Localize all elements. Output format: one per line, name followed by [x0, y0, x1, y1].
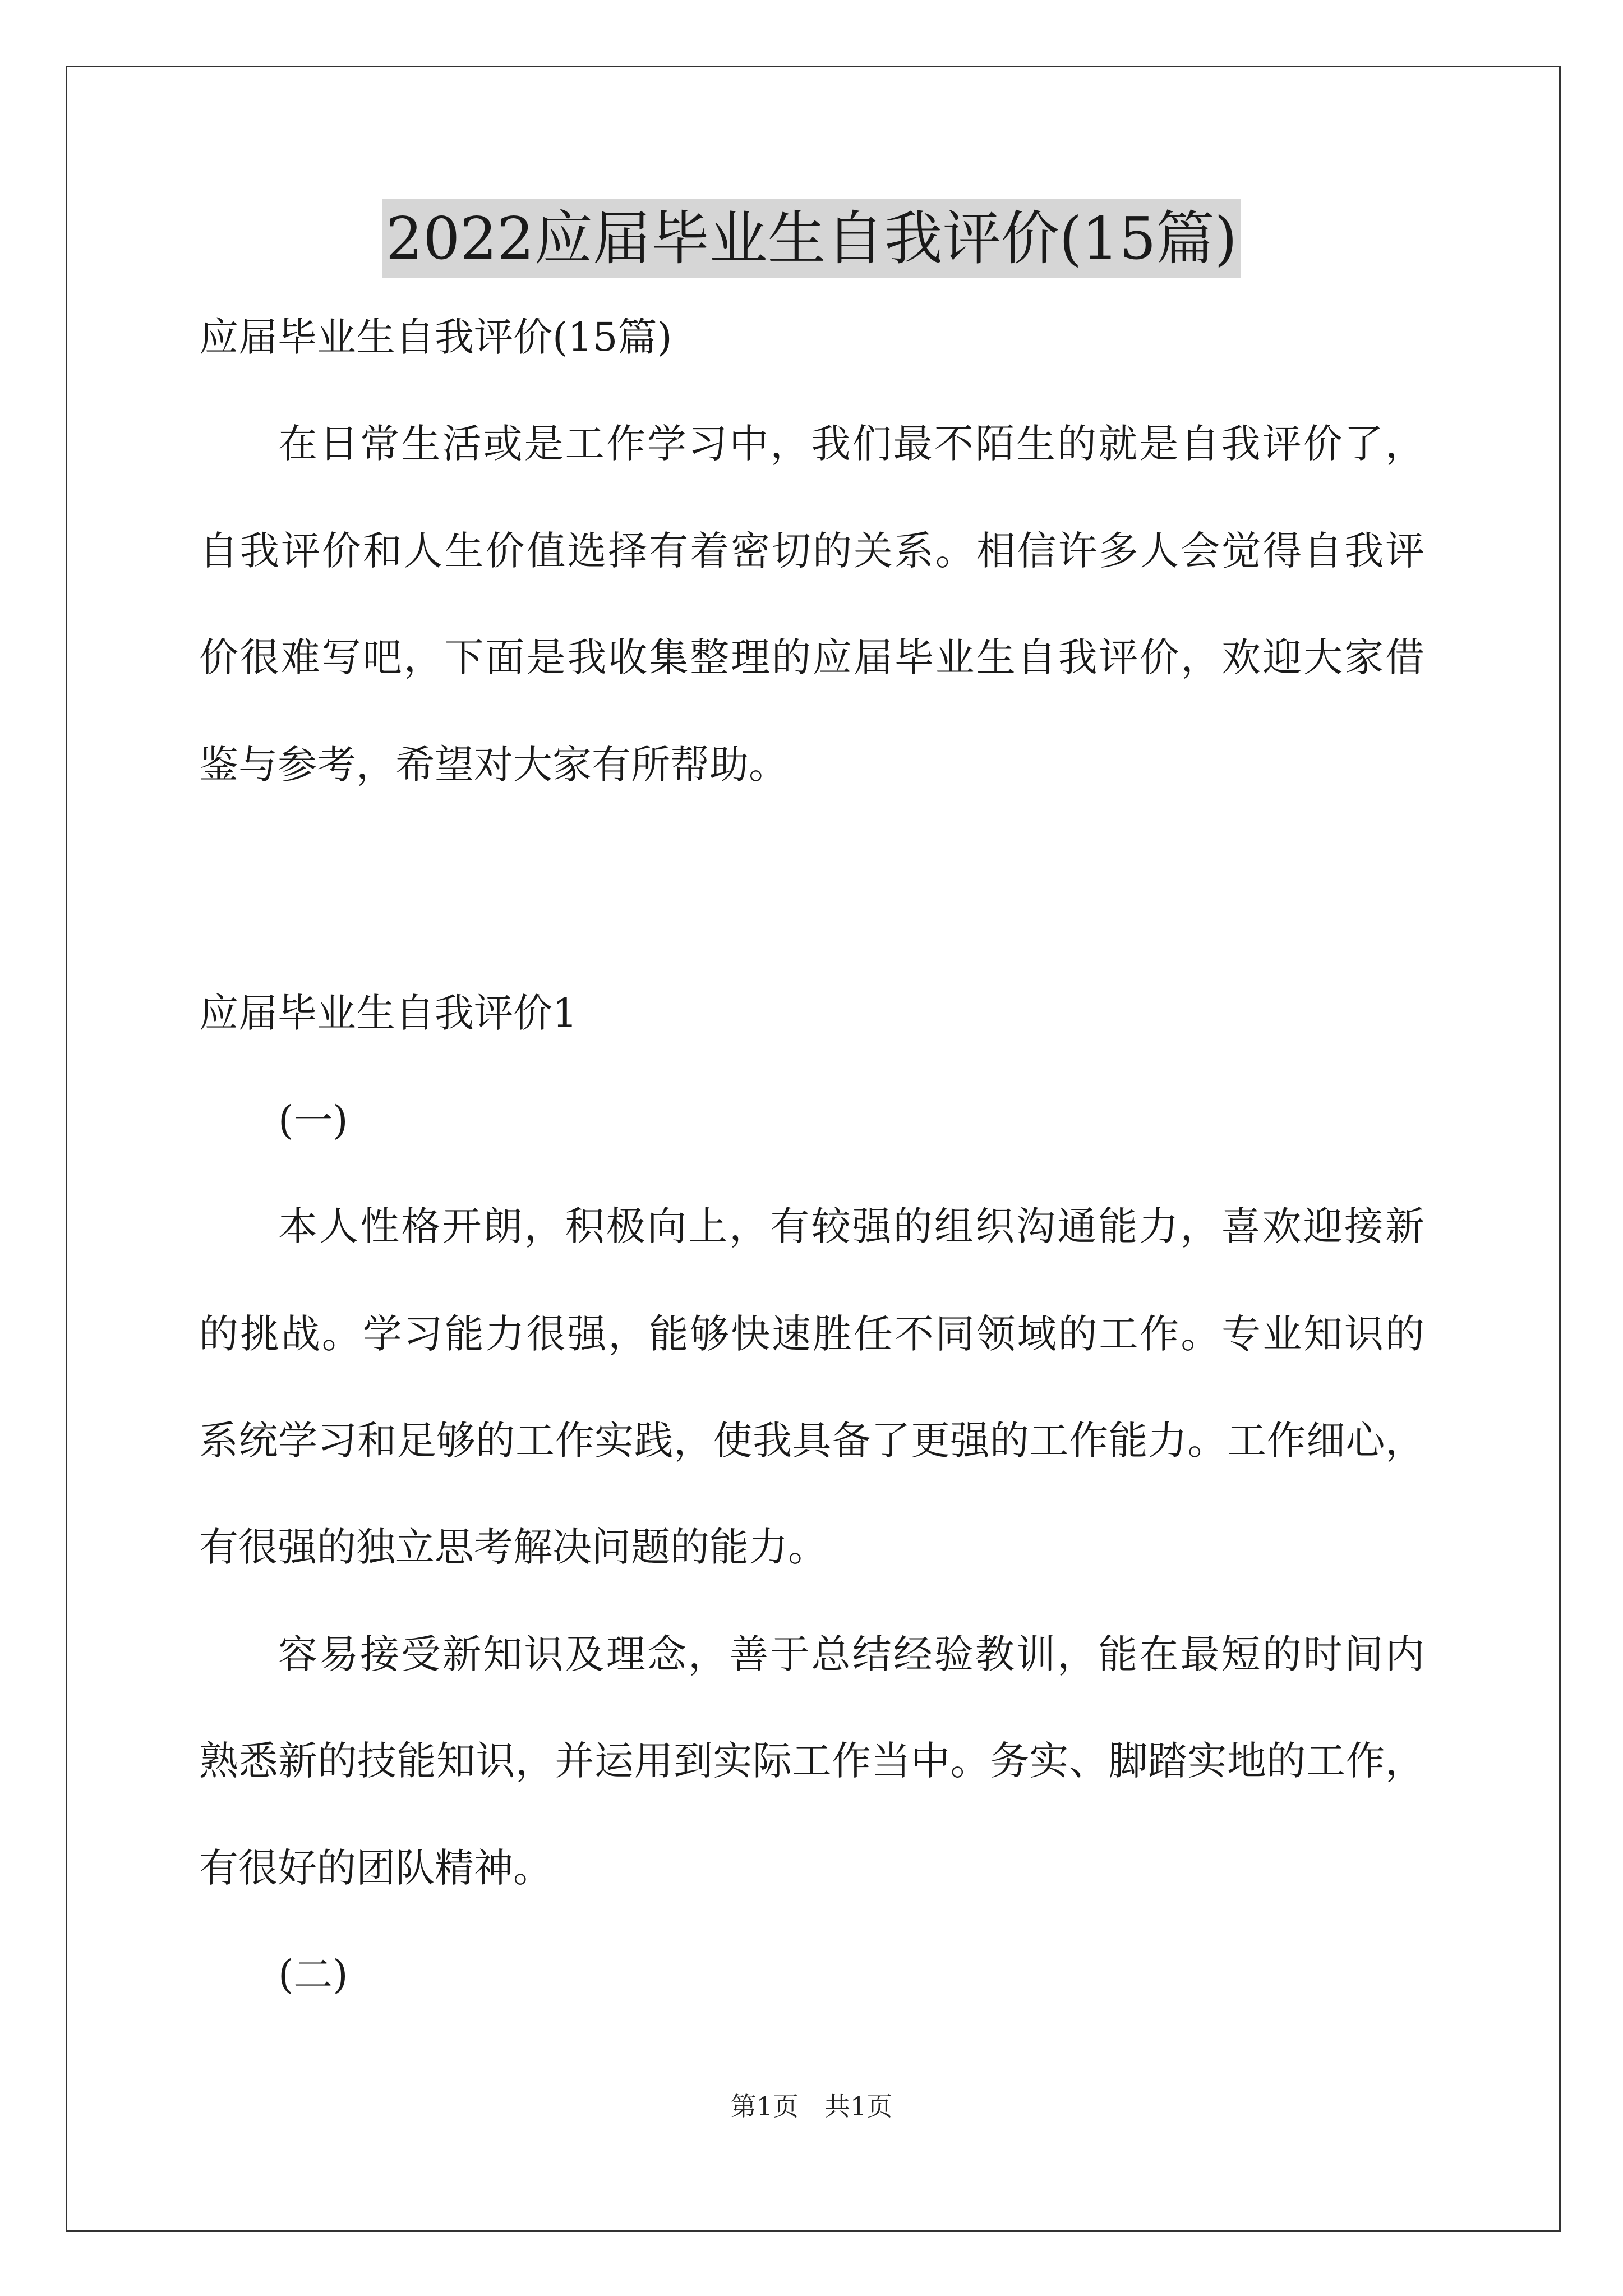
page-number-current: 第1页: [730, 2091, 799, 2122]
intro-line-3: 价很难写吧，下面是我收集整理的应届毕业生自我评价，欢迎大家借: [199, 634, 1424, 680]
para-one-line-2: 的挑战。学习能力很强，能够快速胜任不同领域的工作。专业知识的: [199, 1311, 1424, 1357]
page-number-total: 共1页: [824, 2091, 893, 2122]
document-subtitle: 应届毕业生自我评价(15篇): [199, 314, 672, 360]
intro-line-2: 自我评价和人生价值选择有着密切的关系。相信许多人会觉得自我评: [199, 528, 1424, 574]
para-one-line-1: 本人性格开朗，积极向上，有较强的组织沟通能力，喜欢迎接新: [278, 1203, 1424, 1249]
title-container: [0, 199, 1623, 278]
document-title: 2022应届毕业生自我评价(15篇): [382, 199, 1241, 278]
part-one-label: (一): [278, 1097, 348, 1143]
para-one-line-4: 有很强的独立思考解决问题的能力。: [199, 1524, 827, 1570]
part-two-label: (二): [278, 1952, 348, 1998]
section-heading: 应届毕业生自我评价1: [199, 990, 578, 1036]
intro-line-4: 鉴与参考，希望对大家有所帮助。: [199, 742, 788, 788]
page-border: [66, 66, 1561, 2232]
para-two-line-3: 有很好的团队精神。: [199, 1845, 552, 1891]
para-one-line-3: 系统学习和足够的工作实践，使我具备了更强的工作能力。工作细心，: [199, 1418, 1424, 1464]
page-footer: [0, 2090, 1623, 2123]
para-two-line-2: 熟悉新的技能知识，并运用到实际工作当中。务实、脚踏实地的工作，: [199, 1738, 1424, 1784]
para-two-line-1: 容易接受新知识及理念，善于总结经验教训，能在最短的时间内: [278, 1631, 1424, 1677]
intro-line-1: 在日常生活或是工作学习中，我们最不陌生的就是自我评价了，: [278, 421, 1424, 467]
